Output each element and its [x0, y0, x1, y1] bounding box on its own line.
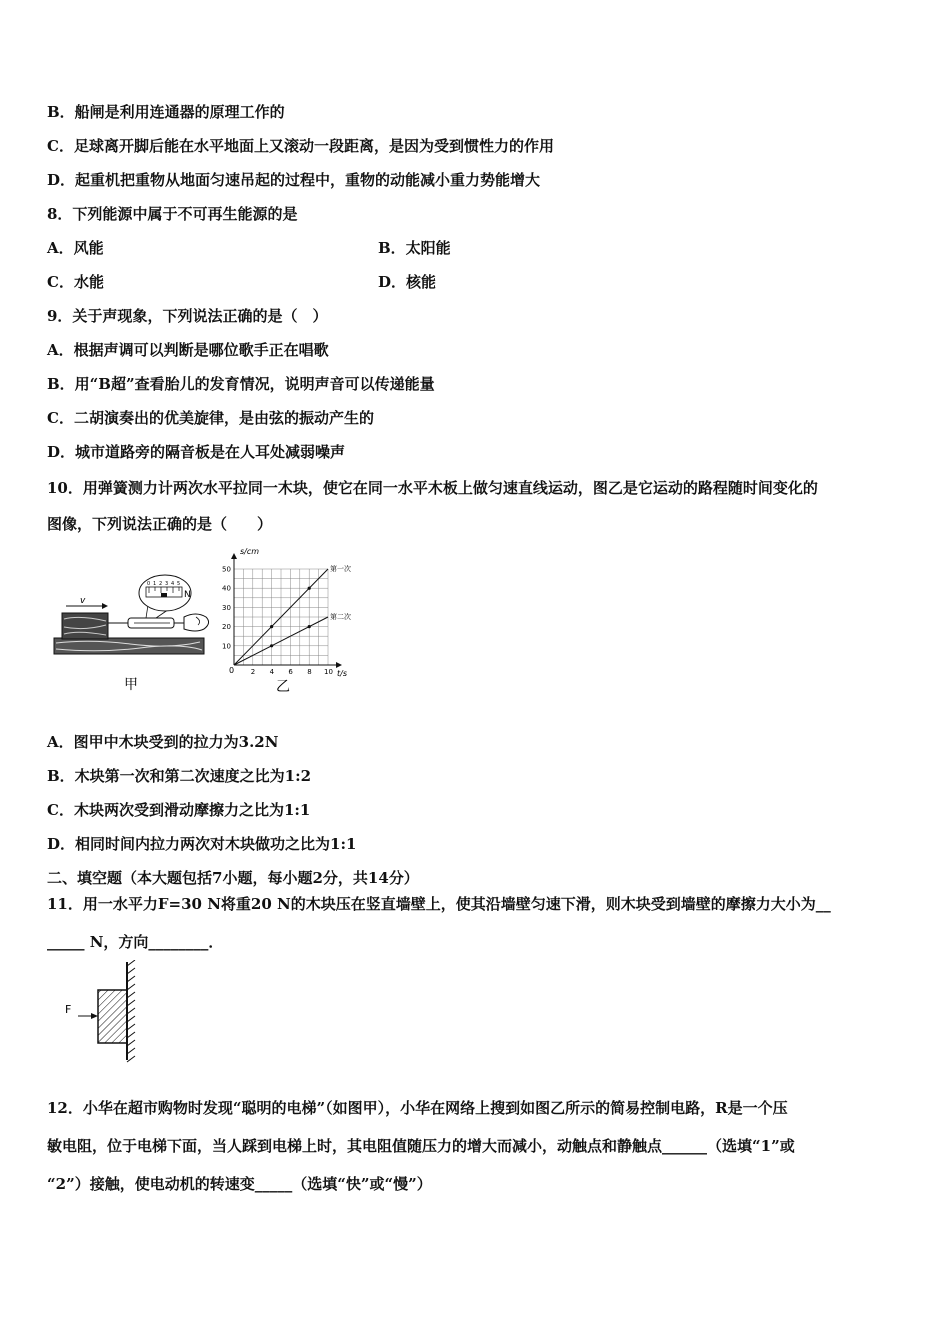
q12-line3: “2”）接触，使电动机的转速变_____（选填“快”或“慢”）: [47, 1175, 432, 1193]
q8-stem: 8．下列能源中属于不可再生能源的是: [47, 205, 298, 223]
x-tick-label: 10: [324, 668, 333, 676]
hand-icon: [184, 614, 209, 631]
data-point: [270, 625, 273, 628]
q8-option-a: A．风能: [47, 239, 104, 257]
meter-scale-4: 4: [171, 581, 175, 587]
q12-line1: 12．小华在超市购物时发现“聪明的电梯”（如图甲），小华在网络上搜到如图乙所示的简易控制电路，R是一个压: [47, 1099, 788, 1117]
origin-label: 0: [229, 666, 235, 675]
x-tick-label: 4: [269, 668, 275, 676]
meter-unit: N: [184, 590, 191, 600]
meter-scale-2: 2: [159, 581, 163, 587]
meter-scale-1: 1: [153, 581, 157, 587]
q11-line2: _____ N，方向________．: [47, 933, 224, 951]
y-tick-label: 20: [222, 623, 231, 632]
velocity-label: v: [80, 596, 86, 606]
x-tick-label: 6: [288, 668, 293, 676]
figure-yi-chart: [220, 545, 370, 695]
y-tick-label: 40: [222, 584, 231, 593]
section-heading: 二、填空题（本大题包括7小题，每小题2分，共14分）: [47, 869, 419, 887]
series-label-1: 第一次: [330, 565, 351, 573]
data-point: [308, 625, 311, 628]
y-tick-label: 50: [222, 565, 231, 574]
q7-option-c: C．足球离开脚后能在水平地面上又滚动一段距离，是因为受到惯性力的作用: [47, 137, 554, 155]
q10-stem-line1: 10．用弹簧测力计两次水平拉同一木块，使它在同一水平木板上做匀速直线运动，图乙是它运动的路程随时间变化的: [47, 479, 818, 497]
y-axis-arrow: [231, 553, 237, 559]
q11-figure: [60, 960, 150, 1065]
q7-option-d: D．起重机把重物从地面匀速吊起的过程中，重物的动能减小重力势能增大: [47, 171, 541, 189]
q9-option-c: C．二胡演奏出的优美旋律，是由弦的振动产生的: [47, 409, 374, 427]
q12-line2: 敏电阻，位于电梯下面，当人踩到电梯上时，其电阻值随压力的增大而减小，动触点和静触点______（选填“1”或: [47, 1137, 795, 1155]
q10-option-a: A．图甲中木块受到的拉力为3.2N: [47, 733, 279, 751]
block: [98, 990, 127, 1043]
q7-option-b: B．船闸是利用连通器的原理工作的: [47, 103, 285, 121]
series-label-2: 第二次: [330, 613, 351, 621]
q8-option-b: B．太阳能: [378, 239, 451, 257]
q9-option-d: D．城市道路旁的隔音板是在人耳处减弱噪声: [47, 443, 346, 461]
q10-option-b: B．木块第一次和第二次速度之比为1:2: [47, 767, 312, 785]
y-tick-label: 10: [222, 642, 231, 651]
q9-option-a: A．根据声调可以判断是哪位歌手正在唱歌: [47, 341, 329, 359]
y-axis-label: s/cm: [240, 547, 260, 556]
x-tick-label: 2: [250, 668, 256, 676]
q10-option-c: C．木块两次受到滑动摩擦力之比为1:1: [47, 801, 311, 819]
q8-option-d: D．核能: [378, 273, 437, 291]
q11-line1: 11．用一水平力F=30 N将重20 N的木块压在竖直墙壁上，使其沿墙壁匀速下滑，则木块受到墙壁的摩擦力大小为__: [47, 895, 831, 913]
meter-scale-5: 5: [177, 581, 181, 587]
x-tick-label: 8: [307, 668, 312, 676]
data-point: [270, 644, 273, 647]
force-label: F: [65, 1003, 72, 1016]
data-point: [308, 587, 311, 590]
q9-stem: 9．关于声现象，下列说法正确的是（ ）: [47, 307, 328, 325]
figure-jia-caption: 甲: [124, 677, 138, 693]
x-axis-arrow: [336, 662, 342, 668]
figure-jia: [50, 565, 220, 695]
q8-option-c: C．水能: [47, 273, 104, 291]
y-tick-label: 30: [222, 603, 231, 612]
q9-option-b: B．用“B超”查看胎儿的发育情况，说明声音可以传递能量: [47, 375, 435, 393]
figure-yi-caption: 乙: [276, 679, 290, 695]
x-axis-label: t/s: [337, 669, 347, 678]
q10-option-d: D．相同时间内拉力两次对木块做功之比为1:1: [47, 835, 357, 853]
q10-stem-line2: 图像，下列说法正确的是（ ）: [47, 515, 273, 533]
meter-scale-3: 3: [165, 581, 169, 587]
meter-scale-0: 0: [147, 581, 151, 587]
